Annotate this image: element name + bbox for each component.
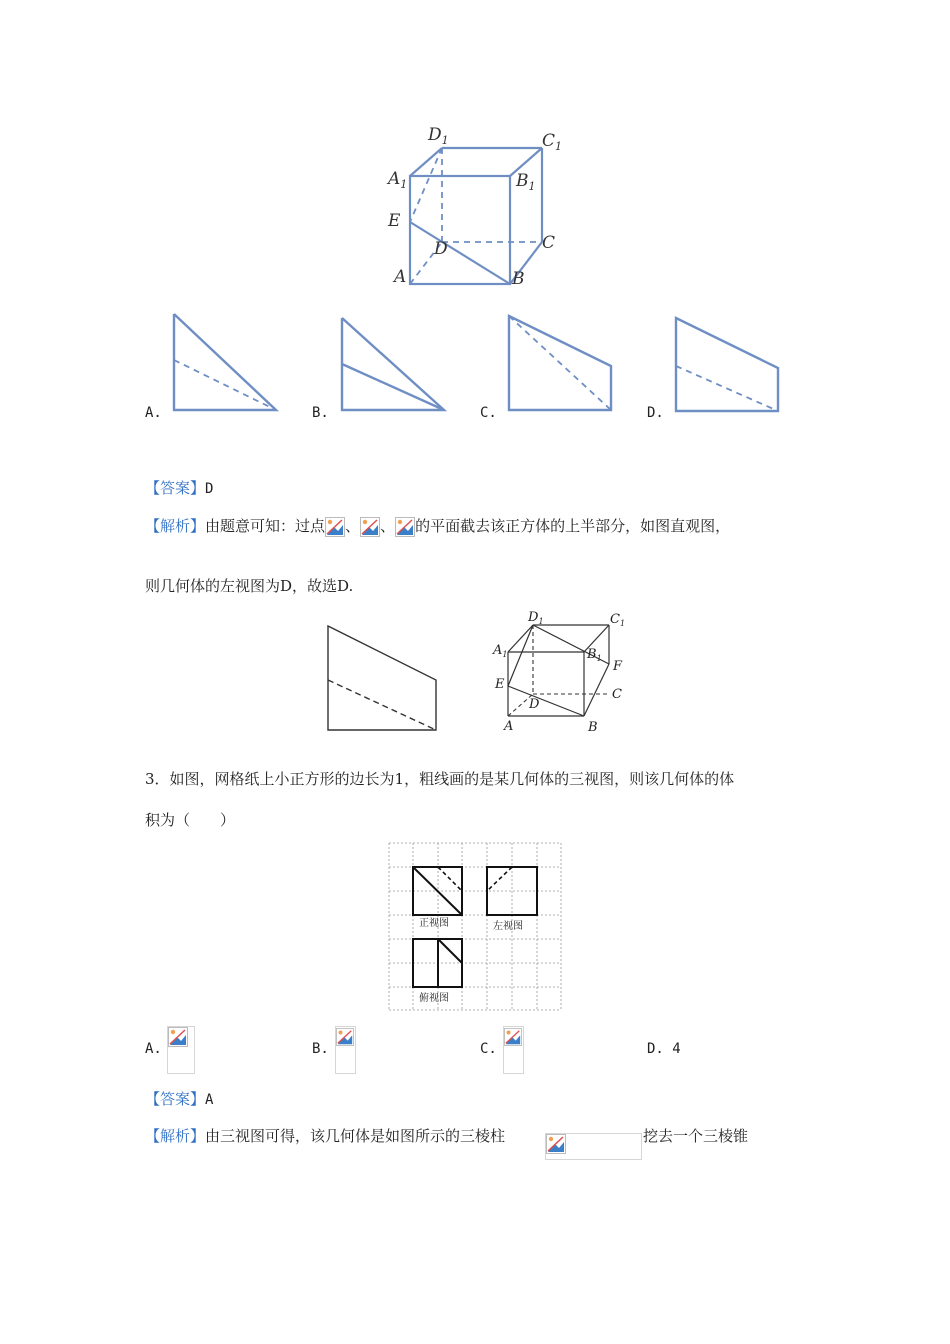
label-b1: $B_1$: [516, 171, 536, 193]
answer-tag: 【答案】: [145, 1090, 206, 1108]
option-c-label: C.: [480, 405, 497, 421]
option-a-label: A.: [145, 405, 162, 421]
option3-d: D. 4: [647, 1041, 681, 1057]
option3-c-image: [503, 1026, 524, 1074]
analysis-3-image: [545, 1133, 642, 1160]
cube-figure: [380, 120, 580, 295]
question-3-line2: 积为（ ）: [145, 811, 236, 829]
analysis-tag: 【解析】: [145, 1127, 206, 1145]
solid-label-e: E: [495, 677, 505, 692]
solid-label-c: C: [612, 687, 622, 702]
option3-a-label: A.: [145, 1041, 162, 1057]
broken-image-icon: [546, 1134, 566, 1154]
answer-3: [145, 1089, 213, 1110]
solid-label-d: D: [529, 697, 540, 712]
option-b-figure: [336, 310, 450, 414]
option3-c-label: C.: [480, 1041, 497, 1057]
solid-label-f: F: [613, 659, 623, 674]
option-b-label: B.: [312, 405, 329, 421]
answer-1: [145, 478, 213, 499]
option3-a-image: [167, 1026, 195, 1074]
label-b: B: [512, 269, 525, 289]
answer-value: A: [205, 1092, 214, 1108]
answer-value: D: [205, 481, 214, 497]
broken-image-icon: [325, 517, 345, 537]
solid-figure: [488, 608, 638, 738]
option-a-figure: [168, 310, 282, 414]
label-c: C: [542, 233, 556, 253]
label-a1: $A_1$: [388, 169, 408, 191]
label-c1: $C_1$: [542, 131, 563, 153]
solid-label-c1: $C_1$: [610, 612, 626, 628]
solid-label-b1: $B_1$: [587, 647, 602, 663]
solid-label-d1: $D_1$: [528, 610, 544, 626]
option3-b-image: [335, 1026, 356, 1074]
label-d1: $D_1$: [428, 125, 449, 147]
analysis-tag: 【解析】: [145, 517, 206, 535]
solid-label-a: A: [504, 719, 514, 734]
question-3-line1: 3．如图，网格纸上小正方形的边长为1，粗线画的是某几何体的三视图，则该几何体的体: [145, 770, 735, 788]
solid-label-a1: $A_1$: [493, 643, 508, 659]
broken-image-icon: [504, 1027, 522, 1047]
top-view-label: 俯视图: [419, 993, 449, 1004]
left-view-figure: [322, 622, 442, 734]
broken-image-icon: [336, 1027, 354, 1047]
option-d-figure: [670, 310, 784, 416]
label-a: A: [394, 267, 407, 287]
broken-image-icon: [395, 517, 415, 537]
option-d-label: D.: [647, 405, 664, 421]
label-d: D: [434, 239, 448, 259]
analysis-1-line2: 则几何体的左视图为D，故选D.: [145, 577, 354, 595]
front-view-label: 正视图: [419, 918, 449, 929]
option3-b-label: B.: [312, 1041, 329, 1057]
three-views-figure: [388, 842, 562, 1012]
answer-tag: 【答案】: [145, 479, 206, 497]
analysis-1: 【解析】由题意可知：过点 、 、 的平面截去该正方体的上半部分，如图直观图，: [145, 517, 731, 535]
analysis-3: 【解析】由三视图可得，该几何体是如图所示的三棱柱: [145, 1127, 506, 1145]
option-c-figure: [503, 310, 617, 414]
analysis-3-tail: 挖去一个三棱锥: [643, 1127, 749, 1145]
label-e: E: [388, 211, 401, 231]
broken-image-icon: [360, 517, 380, 537]
solid-label-b: B: [588, 720, 598, 735]
broken-image-icon: [168, 1027, 188, 1047]
side-view-label: 左视图: [493, 921, 523, 932]
